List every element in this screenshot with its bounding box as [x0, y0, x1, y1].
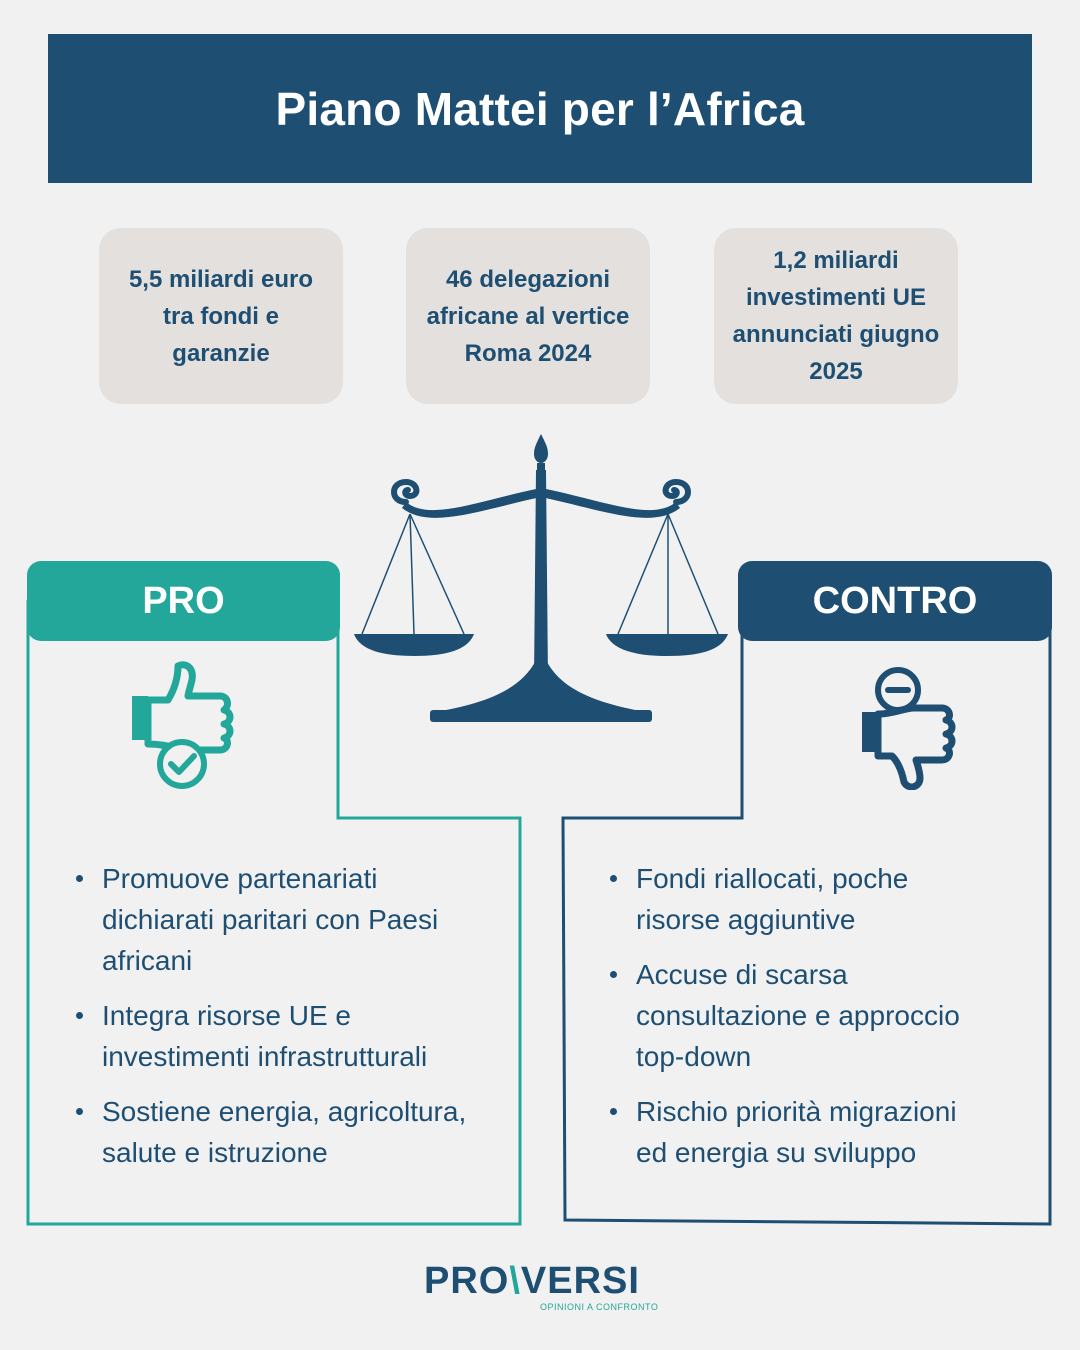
- pro-label: PRO: [142, 579, 225, 622]
- list-item: Integra risorse UE e investimenti infrastrutturali: [76, 995, 506, 1077]
- logo-left: PRO: [424, 1260, 510, 1302]
- logo-slash: \: [509, 1260, 521, 1302]
- stat-text: 5,5 miliardi euro tra fondi e garanzie: [128, 265, 314, 367]
- proversi-logo: [424, 1260, 664, 1320]
- list-item: Sostiene energia, agricoltura, salute e istruzione: [76, 1091, 506, 1173]
- list-item: Fondi riallocati, poche risorse aggiuntive: [610, 858, 1030, 940]
- contro-header: [738, 561, 1052, 641]
- contro-list: [610, 858, 1030, 1187]
- balance-scale-icon: [350, 430, 734, 730]
- thumbs-down-minus-icon: [858, 666, 962, 790]
- stat-text: 46 delegazioni africane al vertice Roma 2024: [426, 265, 630, 367]
- stat-card-delegations: [406, 228, 650, 404]
- stat-text: 1,2 miliardi investimenti UE annunciati giugno 2025: [732, 247, 940, 385]
- pro-list: [76, 858, 506, 1187]
- list-item: Promuove partenariati dichiarati paritari con Paesi africani: [76, 858, 506, 981]
- list-item: Rischio priorità migrazioni ed energia su sviluppo: [610, 1091, 1030, 1173]
- stat-card-eu-investments: [714, 228, 958, 404]
- contro-label: CONTRO: [812, 579, 978, 622]
- pro-header: [27, 561, 340, 641]
- title-banner: [48, 34, 1032, 183]
- logo-tagline: OPINIONI A CONFRONTO: [540, 1302, 659, 1312]
- stat-card-funds: [99, 228, 343, 404]
- logo-right: VERSI: [520, 1260, 640, 1302]
- thumbs-up-check-icon: [128, 660, 238, 790]
- page-title: Piano Mattei per l’Africa: [275, 82, 805, 135]
- logo-wordmark: [424, 1260, 640, 1303]
- list-item: Accuse di scarsa consultazione e approccio top-down: [610, 954, 1030, 1077]
